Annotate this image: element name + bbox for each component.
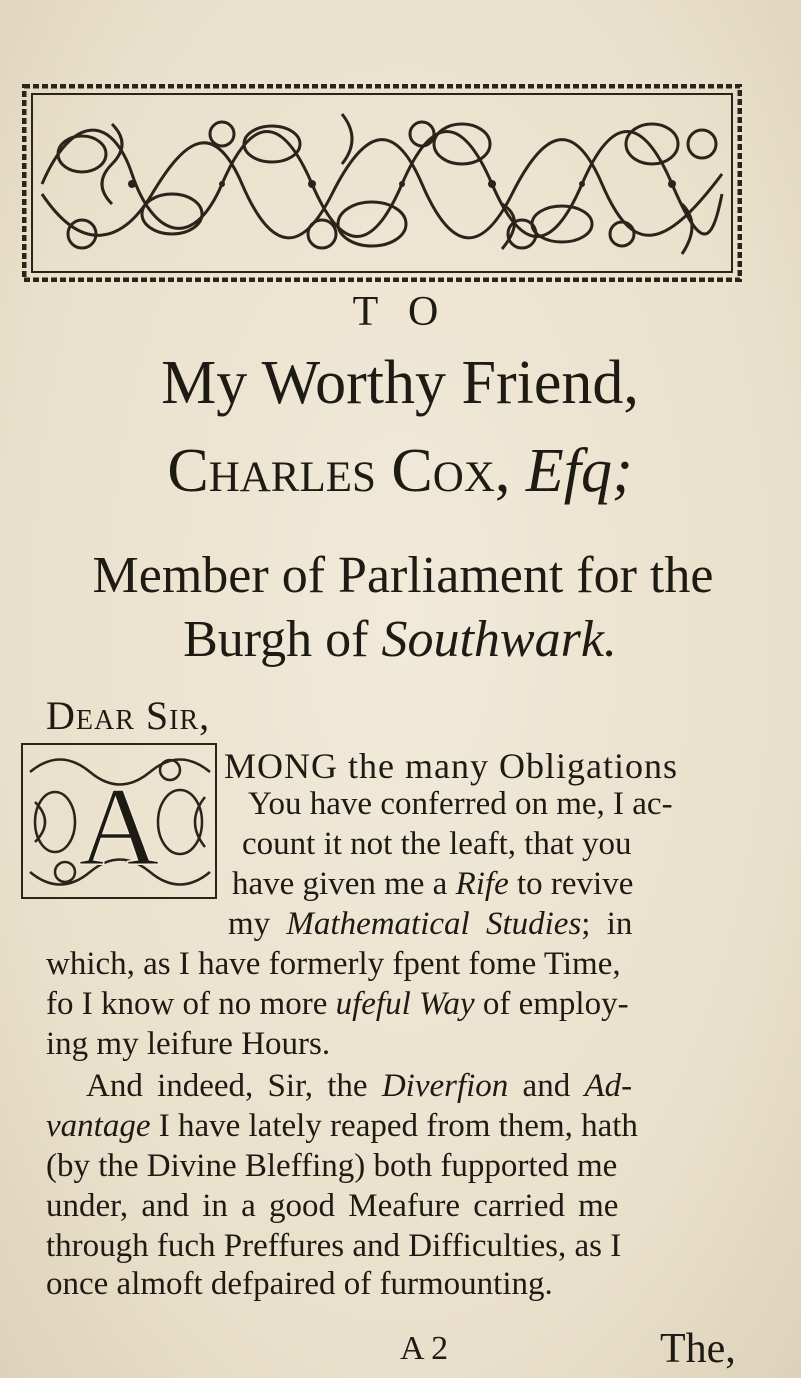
text-line [248, 786, 673, 822]
text-line-content: count it not the leaft, that you [242, 826, 632, 862]
text-line-post: I have lately reaped from them, hath [150, 1108, 638, 1144]
dedication-name [20, 436, 780, 507]
salutation [46, 692, 210, 739]
text-line-post: to revive [508, 866, 634, 902]
dedication-line-3: Member of Parliament for the [92, 547, 714, 604]
text-line [46, 1108, 638, 1144]
text-line-pre: have given me a [232, 866, 456, 902]
text-line-content: MONG the many Obligations [224, 746, 678, 786]
text-line [46, 1148, 617, 1184]
dedicatee-title: Efq; [525, 437, 633, 505]
text-line [46, 1026, 330, 1062]
ornamental-headpiece [22, 84, 742, 282]
initial-letter: A [78, 765, 160, 889]
decorated-initial [20, 742, 218, 900]
text-line-italic: Rife [455, 866, 509, 902]
text-line-post: ; in [581, 906, 633, 942]
text-line-pre: my [228, 906, 287, 942]
text-line [242, 826, 632, 862]
dedication-to: T O [352, 289, 449, 335]
text-line-italic: Diverfion [381, 1068, 509, 1104]
signature-mark: A 2 [400, 1330, 449, 1367]
text-line-content: (by the Divine Bleffing) both fupported me [46, 1148, 618, 1184]
salutation-text: Dear Sir, [46, 693, 211, 738]
dedication-line-1: My Worthy Friend, [161, 349, 639, 417]
text-line-italic: vantage [46, 1108, 151, 1144]
dedication-line-4-plain: Burgh of [183, 611, 369, 668]
catchword: The, [660, 1326, 736, 1372]
text-line-content: which, as I have formerly fpent fome Time, [46, 946, 621, 982]
text-line-italic-2: Ad- [584, 1068, 633, 1104]
text-line [86, 1068, 632, 1104]
dedication-line-4 [40, 610, 760, 669]
text-line [46, 1228, 621, 1264]
text-line [228, 906, 632, 942]
decorated-initial-ornament [20, 742, 218, 900]
text-line-pre: fo I know of no more [46, 986, 336, 1022]
text-line [46, 946, 621, 982]
text-line-content: under, and in a good Meafure carried me [46, 1188, 619, 1224]
text-line-content: through fuch Preffures and Difficulties, as I [46, 1228, 622, 1264]
text-line-post: and [508, 1068, 585, 1104]
text-line [46, 986, 629, 1022]
text-line [46, 1266, 553, 1302]
text-line-content: You have conferred on me, I ac- [248, 786, 673, 822]
text-line-pre: And indeed, Sir, the [86, 1068, 382, 1104]
text-line-italic: ufeful Way [335, 986, 475, 1022]
text-line-content: once almoft defpaired of furmounting. [46, 1266, 553, 1302]
headpiece-ornament [22, 84, 742, 282]
text-line [46, 1188, 618, 1224]
dedicatee-name: Charles Cox, [167, 437, 511, 505]
dedication-line-4-italic: Southwark. [381, 611, 617, 668]
text-line [224, 748, 678, 784]
text-line [232, 866, 633, 902]
text-line-post: of employ- [474, 986, 629, 1022]
text-line-italic: Mathematical Studies [286, 906, 582, 942]
text-line-content: ing my leifure Hours. [46, 1026, 331, 1062]
